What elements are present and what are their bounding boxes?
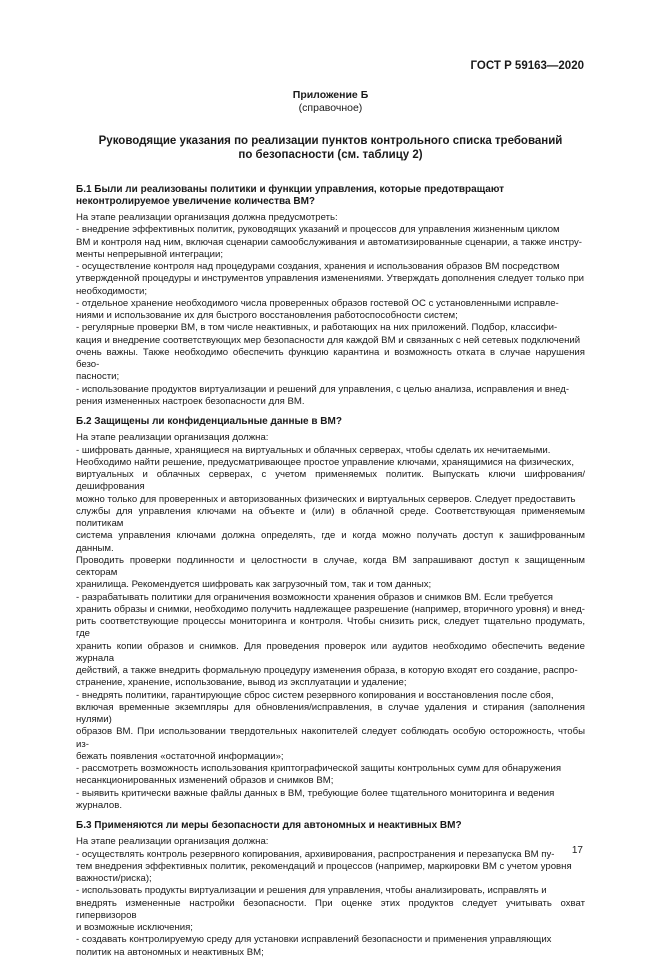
text-line: - осуществление контроля над процедурами создания, хранения и использования образов ВМ посредством	[76, 261, 560, 272]
text-line: несанкционированных изменений образов и снимков ВМ;	[76, 775, 334, 787]
appendix-title: Приложение Б	[292, 89, 369, 101]
section-heading: Б.3 Применяются ли меры безопасности для автономных и неактивных ВМ?	[76, 820, 462, 831]
text-line: - внедрять политики, гарантирующие сброс систем резервного копирования и восстановления после сбоя,	[76, 689, 554, 701]
text-line: - создавать контролируемую среду для установки исправлений безопасности и применения управляющих	[76, 934, 552, 946]
text-line: бежать появления «остаточной информации»;	[76, 750, 284, 762]
text-line: рения измененных настроек безопасности для ВМ.	[76, 395, 305, 407]
text-line: ниями и использование их для быстрого восстановления работоспособности систем;	[76, 310, 458, 321]
text-line: На этапе реализации организация должна предусмотреть:	[76, 212, 338, 223]
text-line: Проводить проверки подлинности и целостности в случае, когда ВМ запрашивают доступ к защищенным секторам	[76, 554, 585, 578]
section-heading: неконтролируемое увеличение количества ВМ?	[76, 196, 316, 207]
text-line: внедрять измененные настройки безопасности. При оценке этих продуктов следует учитывать охват гипервизоров	[76, 897, 585, 921]
text-line: тем внедрения эффективных политик, рекомендаций и процессов (например, маркировки ВМ с учетом уровня	[76, 860, 572, 872]
text-line: и возможные исключения;	[76, 922, 193, 933]
page-number: 17	[571, 845, 583, 856]
document-title	[76, 134, 585, 162]
section	[76, 184, 585, 408]
text-line: - шифровать данные, хранящиеся на виртуальных и облачных серверах, чтобы сделать их нечитаемыми.	[76, 444, 551, 456]
section	[76, 416, 585, 812]
appendix-type: (справочное)	[298, 102, 363, 114]
text-line: рить соответствующие процессы мониторинга и контроля. Чтобы снизить риск, следует тщательно продумать, где	[76, 616, 585, 640]
text-line: - выявить критически важные файлы данных в ВМ, требующие более тщательного мониторинга и ведения	[76, 787, 555, 799]
text-line: журналов.	[76, 799, 122, 811]
text-line: виртуальных и облачных серверах, с учетом применяемых политик. Выпускать ключи шифрования/дешифрования	[76, 469, 585, 493]
text-line: очень важны. Также необходимо обеспечить функцию карантина и возможность отката в случае нарушения безо-	[76, 346, 585, 370]
text-line: действий, а также внедрить формальную процедуру изменения образа, в которую входят его создание, распро-	[76, 665, 578, 676]
text-line: необходимости;	[76, 285, 148, 297]
text-line: - осуществлять контроль резервного копирования, архивирования, распространения и перезапуска ВМ пу-	[76, 848, 555, 860]
text-line: - внедрение эффективных политик, руководящих указаний и процессов для управления жизненным циклом	[76, 224, 560, 236]
text-line: - регулярные проверки ВМ, в том числе неактивных, и работающих на них приложений. Подбор, классифи-	[76, 322, 558, 334]
text-line: важности/риска);	[76, 873, 152, 884]
document-title-line: Руководящие указания по реализации пунктов контрольного списка требований	[98, 135, 563, 147]
text-line: система управления ключами должна определять, где и когда можно получать доступ к зашифрованным данным.	[76, 530, 585, 554]
text-line: можно только для проверенных и авторизованных физических и виртуальных серверов. Следует предоставить	[76, 493, 576, 505]
text-line: менты непрерывной интеграции;	[76, 248, 223, 260]
text-line: - использовать продукты виртуализации и решения для управления, чтобы анализировать, исправлять и	[76, 885, 547, 897]
section-heading: Б.2 Защищены ли конфиденциальные данные в ВМ?	[76, 416, 342, 427]
text-line: хранить копии образов и снимков. Для проведения проверок или аудитов необходимо обеспечить ведение журнала	[76, 640, 585, 664]
text-line: кация и внедрение соответствующих мер безопасности для каждой ВМ и связанных с ней сетевых подключений	[76, 334, 581, 346]
document-title-line: по безопасности (см. таблицу 2)	[238, 149, 423, 161]
text-line: странение, хранение, использование, вывод из эксплуатации и удаление;	[76, 677, 407, 689]
text-line: утвержденной процедуры и инструментов управления изменениями. Утверждать дополнения следует только при	[76, 273, 585, 285]
standard-number: ГОСТ Р 59163—2020	[470, 60, 584, 72]
text-line: - отдельное хранение необходимого числа проверенных образов гостевой ОС с установленными исправле-	[76, 297, 559, 309]
text-line: На этапе реализации организация должна:	[76, 836, 269, 848]
section-heading: Б.1 Были ли реализованы политики и функции управления, которые предотвращают	[76, 184, 505, 195]
document-body	[76, 184, 585, 959]
text-line: включая временные экземпляры для обновления/исправления, в случае удаления и стирания (заполнения нулями)	[76, 701, 585, 725]
text-line: образов ВМ. При использовании твердотельных накопителей следует соблюдать особую осторожность, чтобы из-	[76, 726, 585, 750]
text-line: пасности;	[76, 371, 120, 383]
section	[76, 820, 585, 959]
text-line: - использование продуктов виртуализации и решений для управления, с целью анализа, исправления и внед-	[76, 383, 570, 395]
text-line: службы для управления ключами на объекте и (или) в облачной среде. Соответствующая применяемым политикам	[76, 505, 585, 529]
text-line: ВМ и контроля над ним, включая сценарии самообслуживания и автоматизированные сценарии, а также инстру-	[76, 236, 582, 248]
text-line: Необходимо найти решение, предусматривающее простое управление ключами, хранящимися на физических,	[76, 456, 574, 468]
text-line: - разрабатывать политики для ограничения возможности хранения образов и снимков ВМ. Если требуется	[76, 591, 553, 603]
text-line: хранилища. Рекомендуется шифровать как загрузочный том, так и том данных;	[76, 579, 432, 591]
text-line: хранить образы и снимки, необходимо получить надлежащее разрешение (например, вторичного уровня) и внед-	[76, 603, 585, 615]
text-line: политик на автономных и неактивных ВМ;	[76, 946, 264, 958]
text-line: На этапе реализации организация должна:	[76, 432, 269, 444]
text-line: - рассмотреть возможность использования криптографической защиты контрольных сумм для обнаружения	[76, 763, 562, 774]
